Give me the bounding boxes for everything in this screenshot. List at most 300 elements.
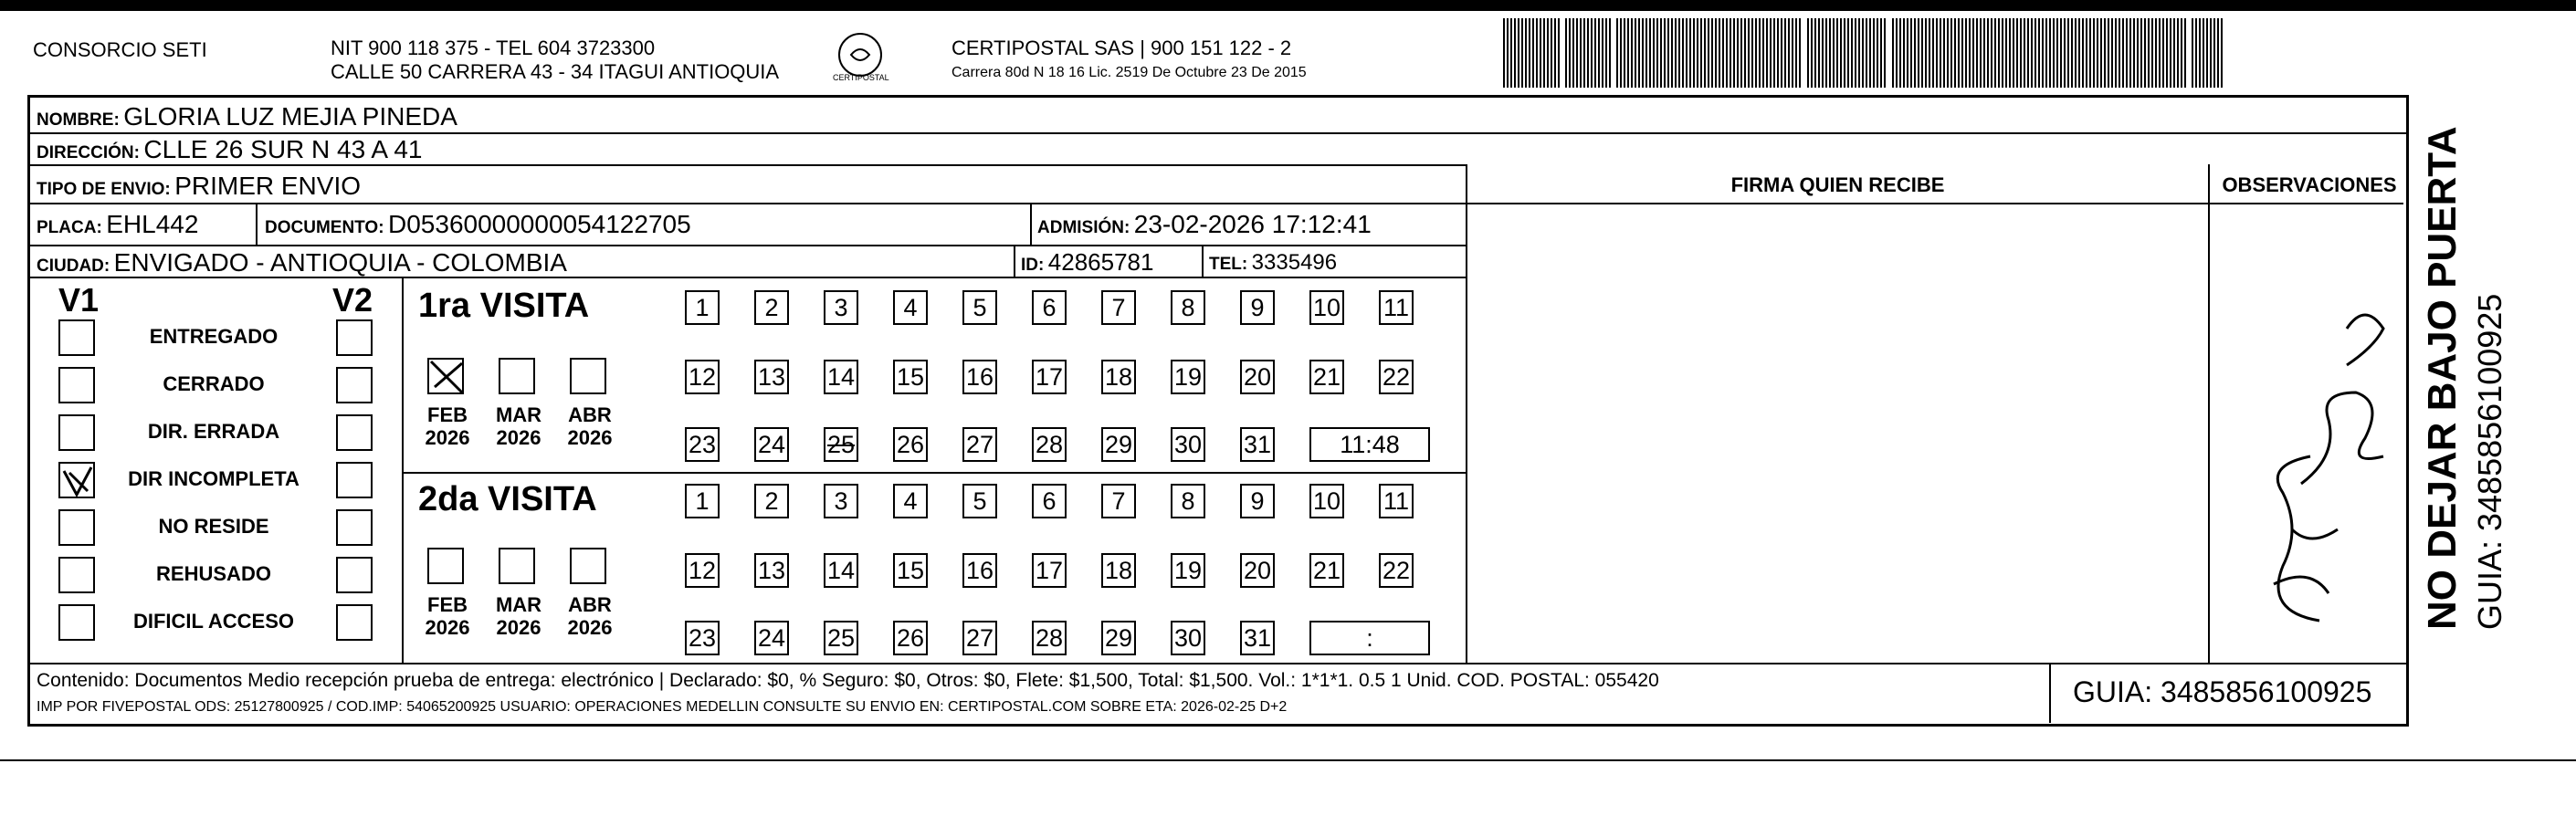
day-box[interactable]: 26 <box>893 621 928 655</box>
barcode-bar <box>1907 18 1908 88</box>
barcode-bar <box>1620 18 1622 88</box>
barcode-bar <box>2053 18 2055 88</box>
barcode-bar <box>1766 18 1768 88</box>
day-box[interactable]: 15 <box>893 360 928 394</box>
barcode-bar <box>1675 18 1677 88</box>
status-option-label: REHUSADO <box>156 562 271 585</box>
barcode-bar <box>1711 18 1713 88</box>
day-box[interactable]: 2 <box>754 290 789 325</box>
barcode-bar <box>1777 18 1779 88</box>
month-label <box>491 403 546 449</box>
barcode-bar <box>2140 18 2142 88</box>
day-box[interactable]: 2 <box>754 484 789 518</box>
barcode-bar <box>1932 18 1934 88</box>
barcode-bar <box>1642 18 1644 88</box>
courier-logo-icon <box>838 33 882 77</box>
ciudad-value: ENVIGADO - ANTIOQUIA - COLOMBIA <box>113 248 567 277</box>
barcode-bar <box>1660 18 1662 88</box>
barcode-bar <box>2184 18 2186 88</box>
barcode-bar <box>1858 18 1860 88</box>
courier-line: CERTIPOSTAL SAS | 900 151 122 - 2 <box>952 37 1292 59</box>
divider <box>1466 164 1467 663</box>
day-box[interactable]: 16 <box>962 553 997 588</box>
barcode-bar <box>1529 18 1530 88</box>
v1-checkbox[interactable] <box>58 604 95 641</box>
barcode-bar <box>1580 18 1582 88</box>
barcode-bar <box>2013 18 2014 88</box>
barcode-bar <box>2210 18 2212 88</box>
barcode-bar <box>1609 18 1611 88</box>
status-option-label: DIFICIL ACCESO <box>132 610 294 633</box>
day-box[interactable]: 10 <box>1309 290 1344 325</box>
barcode-bar <box>2038 18 2040 88</box>
month-name: ABR <box>568 403 612 426</box>
status-option-label: ENTREGADO <box>149 325 279 348</box>
barcode-bar <box>1554 18 1556 88</box>
v1-checkbox[interactable] <box>58 557 95 593</box>
barcode-bar <box>1744 18 1746 88</box>
company-name: CONSORCIO SETI <box>33 38 207 61</box>
tipo-label: TIPO DE ENVIO: <box>37 180 171 199</box>
placa-label: PLACA: <box>37 218 102 237</box>
barcode-bar <box>1994 18 1996 88</box>
day-box[interactable]: 25 <box>824 427 858 462</box>
barcode-bar <box>1605 18 1607 88</box>
barcode-bar <box>1855 18 1856 88</box>
barcode-bar <box>1983 18 1985 88</box>
barcode-bar <box>1722 18 1724 88</box>
barcode-bar <box>1719 18 1720 88</box>
day-box[interactable]: 28 <box>1032 427 1067 462</box>
barcode-bar <box>1836 18 1838 88</box>
footer-line-1: Contenido: Documentos Medio recepción prueba de entrega: electrónico | Declarado: $0, % Seguro: $0, Otros: $0, Flete: $1,500, Total: $1,500. Vol.: 1*1*1. 0.5 1 Unid. COD. POSTAL: 055420 <box>37 670 1659 691</box>
day-box[interactable]: 24 <box>754 621 789 655</box>
barcode-bar <box>1822 18 1824 88</box>
barcode-bar <box>1653 18 1655 88</box>
day-box[interactable]: 21 <box>1309 553 1344 588</box>
admision-value: 23-02-2026 17:12:41 <box>1133 210 1372 238</box>
month-year: 2026 <box>425 616 470 639</box>
barcode-bar <box>1682 18 1684 88</box>
day-box[interactable]: 20 <box>1240 360 1275 394</box>
barcode-bar <box>1598 18 1600 88</box>
barcode-bar <box>1792 18 1793 88</box>
barcode-bar <box>1884 18 1886 88</box>
barcode-bar <box>1740 18 1742 88</box>
barcode-bar <box>2064 18 2066 88</box>
month-name: ABR <box>568 593 612 616</box>
day-box[interactable]: 12 <box>685 553 720 588</box>
day-box[interactable]: 16 <box>962 360 997 394</box>
month-checkbox[interactable] <box>427 358 464 394</box>
barcode-bar <box>1896 18 1898 88</box>
nit-line: NIT 900 118 375 - TEL 604 3723300 <box>331 37 656 59</box>
day-box[interactable]: 14 <box>824 553 858 588</box>
day-box[interactable]: 23 <box>685 621 720 655</box>
barcode-bar <box>2221 18 2223 88</box>
barcode-bar <box>2203 18 2204 88</box>
top-border <box>0 0 2576 11</box>
day-box[interactable]: 23 <box>685 427 720 462</box>
v1-checkbox[interactable] <box>58 319 95 356</box>
barcode-bar <box>2009 18 2011 88</box>
barcode-bar <box>1877 18 1878 88</box>
barcode-bar <box>2060 18 2062 88</box>
barcode-bar <box>1704 18 1706 88</box>
divider <box>1030 203 1032 245</box>
barcode-bar <box>1958 18 1960 88</box>
barcode-bar <box>1903 18 1905 88</box>
divider <box>256 203 258 245</box>
barcode-bar <box>1925 18 1927 88</box>
barcode-bar <box>2115 18 2117 88</box>
day-box[interactable]: 15 <box>893 553 928 588</box>
month-name: MAR <box>495 403 542 426</box>
first-visit-title: 1ra VISITA <box>418 287 590 325</box>
day-box[interactable]: 9 <box>1240 290 1275 325</box>
barcode-bar <box>1726 18 1728 88</box>
barcode-bar <box>1656 18 1658 88</box>
day-box[interactable]: 5 <box>962 484 997 518</box>
barcode-bar <box>2137 18 2139 88</box>
day-box[interactable]: 24 <box>754 427 789 462</box>
barcode-bar <box>1918 18 1919 88</box>
month-checkbox[interactable] <box>499 358 535 394</box>
barcode-bar <box>1773 18 1775 88</box>
status-option-label: NO RESIDE <box>158 515 269 538</box>
barcode-bar <box>1737 18 1739 88</box>
barcode-bar <box>1965 18 1967 88</box>
barcode-bar <box>2056 18 2058 88</box>
day-box[interactable]: 4 <box>893 484 928 518</box>
v1-label: V1 <box>58 281 100 319</box>
barcode-bar <box>1503 18 1505 88</box>
barcode-bar <box>1873 18 1875 88</box>
barcode-bar <box>1862 18 1864 88</box>
barcode-bar <box>1818 18 1820 88</box>
barcode-bar <box>1914 18 1916 88</box>
barcode-bar <box>1532 18 1534 88</box>
barcode-bar <box>1829 18 1831 88</box>
day-box[interactable]: 30 <box>1171 427 1205 462</box>
barcode-bar <box>2078 18 2080 88</box>
barcode-bar <box>2067 18 2069 88</box>
logo-text: CERTIPOSTAL <box>833 73 889 82</box>
time-box[interactable]: : <box>1309 621 1430 655</box>
barcode-bar <box>1591 18 1593 88</box>
day-box[interactable]: 7 <box>1101 290 1136 325</box>
barcode-bar <box>1998 18 2000 88</box>
month-name: MAR <box>495 593 542 616</box>
barcode-bar <box>1811 18 1813 88</box>
day-box[interactable]: 18 <box>1101 360 1136 394</box>
month-label <box>563 403 617 449</box>
tel-value: 3335496 <box>1251 250 1338 275</box>
admision-label: ADMISIÓN: <box>1037 218 1130 237</box>
signature <box>2210 256 2411 657</box>
barcode-bar <box>1770 18 1772 88</box>
barcode-bar <box>1664 18 1666 88</box>
barcode-bar <box>2093 18 2095 88</box>
barcode-bar <box>1616 18 1618 88</box>
status-option-label: DIR INCOMPLETA <box>128 467 300 490</box>
v2-checkbox[interactable] <box>336 367 373 403</box>
barcode-bar <box>2162 18 2164 88</box>
day-box[interactable]: 17 <box>1032 360 1067 394</box>
day-box[interactable]: 11 <box>1379 484 1414 518</box>
barcode-bar <box>2148 18 2150 88</box>
second-visit-title: 2da VISITA <box>418 480 597 518</box>
barcode-bar <box>1980 18 1982 88</box>
month-checkbox[interactable] <box>570 358 606 394</box>
month-year: 2026 <box>425 426 470 449</box>
barcode-bar <box>1814 18 1816 88</box>
v1-checkbox[interactable] <box>58 509 95 546</box>
barcode-bar <box>1587 18 1589 88</box>
id-value: 42865781 <box>1047 248 1154 276</box>
v2-checkbox[interactable] <box>336 414 373 451</box>
barcode-bar <box>1844 18 1845 88</box>
day-box[interactable]: 31 <box>1240 427 1275 462</box>
barcode-bar <box>1947 18 1949 88</box>
month-year: 2026 <box>567 426 613 449</box>
documento-value: D05360000000054122705 <box>388 210 691 238</box>
barcode-bar <box>1781 18 1782 88</box>
day-box[interactable]: 26 <box>893 427 928 462</box>
day-box[interactable]: 27 <box>962 621 997 655</box>
day-box[interactable]: 21 <box>1309 360 1344 394</box>
v2-checkbox[interactable] <box>336 509 373 546</box>
barcode-bar <box>1693 18 1695 88</box>
day-box[interactable]: 1 <box>685 484 720 518</box>
barcode-bar <box>1892 18 1894 88</box>
time-box[interactable]: 11:48 <box>1309 427 1430 462</box>
month-label <box>420 403 475 449</box>
barcode-bar <box>1572 18 1574 88</box>
barcode-bar <box>2155 18 2157 88</box>
v2-checkbox[interactable] <box>336 604 373 641</box>
day-box[interactable]: 11 <box>1379 290 1414 325</box>
barcode-bar <box>1751 18 1753 88</box>
barcode-bar <box>1851 18 1853 88</box>
barcode-bar <box>1961 18 1963 88</box>
barcode-bar <box>1635 18 1636 88</box>
day-box[interactable]: 13 <box>754 360 789 394</box>
barcode-bar <box>1755 18 1757 88</box>
barcode-bar <box>1972 18 1974 88</box>
day-box[interactable]: 27 <box>962 427 997 462</box>
day-box[interactable]: 22 <box>1379 553 1414 588</box>
ciudad-row <box>37 248 567 277</box>
day-box[interactable]: 25 <box>824 621 858 655</box>
side-notice: NO DEJAR BAJO PUERTA <box>2420 126 2465 630</box>
month-name: FEB <box>427 593 468 616</box>
barcode-bar <box>1733 18 1735 88</box>
month-checkbox[interactable] <box>427 548 464 584</box>
direccion-row <box>37 135 422 164</box>
day-box[interactable]: 9 <box>1240 484 1275 518</box>
barcode-bar <box>2020 18 2022 88</box>
day-box[interactable]: 14 <box>824 360 858 394</box>
footer-line-2: IMP POR FIVEPOSTAL ODS: 25127800925 / COD.IMP: 54065200925 USUARIO: OPERACIONES MEDELLIN CONSULTE SU ENVIO EN: CERTIPOSTAL.COM SOBRE ETA: 2026-02-25 D+2 <box>37 699 1288 715</box>
divider <box>29 663 2408 664</box>
v2-label: V2 <box>332 281 373 319</box>
barcode-bar <box>2045 18 2047 88</box>
day-box[interactable]: 28 <box>1032 621 1067 655</box>
v1-checkbox[interactable] <box>58 462 95 498</box>
barcode <box>1503 18 2234 88</box>
barcode-bar <box>1525 18 1527 88</box>
v2-checkbox[interactable] <box>336 557 373 593</box>
day-box[interactable]: 8 <box>1171 484 1205 518</box>
day-box[interactable]: 18 <box>1101 553 1136 588</box>
documento-row <box>265 210 691 239</box>
day-box[interactable]: 6 <box>1032 484 1067 518</box>
barcode-bar <box>1987 18 1989 88</box>
barcode-bar <box>2100 18 2102 88</box>
month-label <box>491 593 546 639</box>
barcode-bar <box>1540 18 1541 88</box>
day-box[interactable]: 5 <box>962 290 997 325</box>
barcode-bar <box>1547 18 1549 88</box>
day-box[interactable]: 7 <box>1101 484 1136 518</box>
day-box[interactable]: 3 <box>824 484 858 518</box>
day-box[interactable]: 13 <box>754 553 789 588</box>
barcode-bar <box>1899 18 1901 88</box>
month-label <box>563 593 617 639</box>
barcode-bar <box>1840 18 1842 88</box>
tipo-row <box>37 172 361 201</box>
barcode-bar <box>2097 18 2098 88</box>
barcode-bar <box>2144 18 2146 88</box>
nombre-label: NOMBRE: <box>37 110 120 130</box>
tipo-value: PRIMER ENVIO <box>174 172 362 200</box>
day-box[interactable]: 19 <box>1171 360 1205 394</box>
day-box[interactable]: 29 <box>1101 427 1136 462</box>
barcode-bar <box>1627 18 1629 88</box>
v2-checkbox[interactable] <box>336 319 373 356</box>
documento-label: DOCUMENTO: <box>265 218 384 237</box>
day-box[interactable]: 8 <box>1171 290 1205 325</box>
day-box[interactable]: 20 <box>1240 553 1275 588</box>
day-box[interactable]: 31 <box>1240 621 1275 655</box>
day-box[interactable]: 1 <box>685 290 720 325</box>
barcode-bar <box>1510 18 1512 88</box>
barcode-bar <box>2024 18 2025 88</box>
barcode-bar <box>2177 18 2179 88</box>
barcode-bar <box>1576 18 1578 88</box>
month-label <box>420 593 475 639</box>
barcode-bar <box>2159 18 2161 88</box>
barcode-bar <box>2002 18 2003 88</box>
tel-row <box>1209 250 1337 276</box>
barcode-bar <box>1594 18 1596 88</box>
day-box[interactable]: 19 <box>1171 553 1205 588</box>
month-year: 2026 <box>496 616 541 639</box>
barcode-bar <box>1869 18 1871 88</box>
barcode-bar <box>2042 18 2044 88</box>
barcode-bar <box>1697 18 1698 88</box>
barcode-bar <box>1649 18 1651 88</box>
direccion-value: CLLE 26 SUR N 43 A 41 <box>143 135 423 163</box>
side-guia: GUIA: 3485856100925 <box>2471 293 2508 630</box>
barcode-bar <box>1866 18 1867 88</box>
barcode-bar <box>1715 18 1717 88</box>
barcode-bar <box>1551 18 1552 88</box>
barcode-bar <box>1976 18 1978 88</box>
v1-checkbox[interactable] <box>58 367 95 403</box>
placa-value: EHL442 <box>106 210 199 238</box>
divider <box>402 472 1466 474</box>
barcode-bar <box>1807 18 1809 88</box>
v2-checkbox[interactable] <box>336 462 373 498</box>
barcode-bar <box>1940 18 1941 88</box>
ciudad-label: CIUDAD: <box>37 256 110 276</box>
barcode-bar <box>2206 18 2208 88</box>
day-box[interactable]: 4 <box>893 290 928 325</box>
barcode-bar <box>1969 18 1971 88</box>
barcode-bar <box>1788 18 1790 88</box>
barcode-bar <box>2170 18 2171 88</box>
barcode-bar <box>1991 18 1992 88</box>
barcode-bar <box>2049 18 2051 88</box>
day-box[interactable]: 3 <box>824 290 858 325</box>
barcode-bar <box>1784 18 1786 88</box>
barcode-bar <box>1795 18 1797 88</box>
day-box[interactable]: 6 <box>1032 290 1067 325</box>
barcode-bar <box>2071 18 2073 88</box>
barcode-bar <box>1929 18 1930 88</box>
barcode-bar <box>2122 18 2124 88</box>
nombre-value: GLORIA LUZ MEJIA PINEDA <box>123 102 457 131</box>
barcode-bar <box>2086 18 2087 88</box>
v1-checkbox[interactable] <box>58 414 95 451</box>
day-box[interactable]: 30 <box>1171 621 1205 655</box>
day-box[interactable]: 10 <box>1309 484 1344 518</box>
barcode-bar <box>2195 18 2197 88</box>
barcode-bar <box>1950 18 1952 88</box>
month-checkbox[interactable] <box>499 548 535 584</box>
barcode-bar <box>2217 18 2219 88</box>
day-box[interactable]: 29 <box>1101 621 1136 655</box>
observaciones-header: OBSERVACIONES <box>2222 173 2397 196</box>
id-label: ID: <box>1021 256 1045 275</box>
barcode-bar <box>2016 18 2018 88</box>
firma-header: FIRMA QUIEN RECIBE <box>1730 173 1945 196</box>
divider <box>29 132 2408 134</box>
month-checkbox[interactable] <box>570 548 606 584</box>
barcode-bar <box>2089 18 2091 88</box>
divider <box>29 245 1466 246</box>
barcode-bar <box>2082 18 2084 88</box>
barcode-bar <box>1514 18 1516 88</box>
barcode-bar <box>1730 18 1731 88</box>
divider <box>1202 245 1204 277</box>
barcode-bar <box>1638 18 1640 88</box>
barcode-bar <box>1624 18 1625 88</box>
month-name: FEB <box>427 403 468 426</box>
barcode-bar <box>1762 18 1764 88</box>
barcode-bar <box>1558 18 1560 88</box>
day-box[interactable]: 17 <box>1032 553 1067 588</box>
barcode-bar <box>1943 18 1945 88</box>
divider <box>29 164 1466 166</box>
divider <box>1014 245 1015 277</box>
day-box[interactable]: 12 <box>685 360 720 394</box>
barcode-bar <box>1921 18 1923 88</box>
day-box[interactable]: 22 <box>1379 360 1414 394</box>
direccion-label: DIRECCIÓN: <box>37 143 140 162</box>
